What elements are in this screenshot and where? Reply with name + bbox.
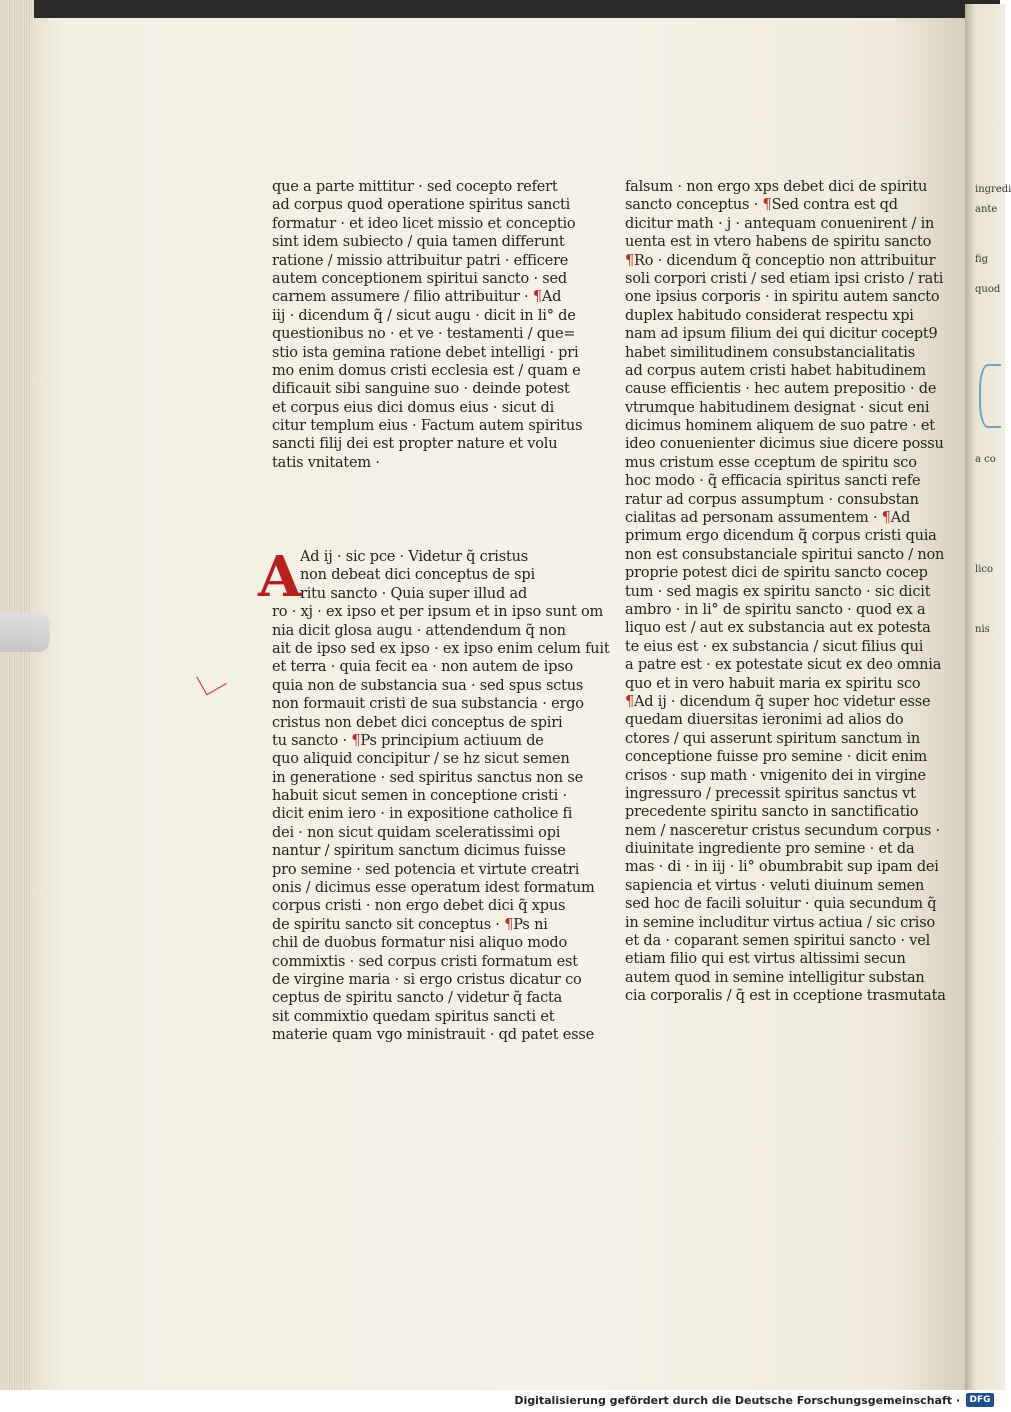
text-line: tum · sed magis ex spiritu sancto · sic dicit <box>625 583 931 600</box>
text-line: ratione / missio attribuitur patri · efficere <box>272 252 569 269</box>
page-clip <box>0 612 50 652</box>
text-line: formatur · et ideo licet missio et conceptio <box>272 215 576 232</box>
text-line: dicit enim iero · in expositione catholice fi <box>272 806 573 823</box>
paragraph-mark: ¶ <box>625 252 635 269</box>
text-line: quo aliquid concipitur / se hz sicut semen <box>272 751 570 768</box>
text-line: quo et in vero habuit maria ex spiritu sco <box>625 675 921 692</box>
text-line: dificauit sibi sanguine suo · deinde potest <box>272 381 570 398</box>
text-line: cialitas ad personam assumentem · ¶Ad <box>625 510 911 527</box>
text-line: tu sancto · ¶Ps principium actiuum de <box>272 732 544 749</box>
text-line: liquo est / aut ex substancia aut ex potesta <box>625 620 931 637</box>
text-line: duplex habitudo considerat respectu xpi <box>625 307 914 324</box>
text-line: que a parte mittitur · sed cocepto refert <box>272 179 558 195</box>
text-line: in semine includitur virtus actiua / sic criso <box>625 914 935 931</box>
text-line: ad corpus quod operatione spiritus sancti <box>272 197 571 214</box>
left-column-bottom-text <box>272 548 610 1045</box>
left-column-top-text <box>272 178 583 472</box>
text-line: nam ad ipsum filium dei qui dicitur cocept9 <box>625 326 938 343</box>
text-line: ingressuro / precessit spiritus sanctus vt <box>625 785 916 802</box>
paragraph-mark: ¶ <box>625 693 635 710</box>
text-line: non debeat dici conceptus de spi <box>300 567 535 584</box>
text-line: hoc modo · q̃ efficacia spiritus sancti refe <box>625 473 921 490</box>
facing-page-edge <box>965 4 1011 1390</box>
text-line: habuit sicut semen in conceptione cristi · <box>272 788 567 805</box>
paragraph-mark: ¶ <box>504 916 514 933</box>
paragraph-mark: ¶ <box>762 197 772 214</box>
text-line: ceptus de spiritu sancto / videtur q̃ facta <box>272 990 563 1007</box>
paragraph-mark: ¶ <box>351 732 361 749</box>
text-line: in generatione · sed spiritus sanctus non se <box>272 769 583 786</box>
facing-page-fragment: quod <box>975 284 1001 295</box>
text-line: ideo conuenienter dicimus siue dicere possu <box>625 436 944 453</box>
text-line: commixtis · sed corpus cristi formatum est <box>272 953 578 970</box>
text-line: soli corpori cristi / sed etiam ipsi cristo / rati <box>625 270 944 287</box>
text-line: dicimus hominem aliquem de suo patre · et <box>625 418 935 435</box>
dfg-logo: DFG <box>966 1393 994 1407</box>
text-line: mas · di · in iij · li° obumbrabit sup ipam dei <box>625 859 939 876</box>
text-line: ad corpus autem cristi habet habitudinem <box>625 362 926 379</box>
text-line: cristus non debet dici conceptus de spiri <box>272 714 563 731</box>
text-line: one ipsius corporis · in spiritu autem sancto <box>625 289 940 306</box>
footer-bar <box>0 1390 1000 1412</box>
text-line: et corpus eius dici domus eius · sicut di <box>272 399 555 416</box>
text-line: etiam filio qui est virtus altissimi secun <box>625 951 906 968</box>
text-line: dei · non sicut quidam sceleratissimi opi <box>272 824 561 841</box>
text-line: nem / nasceretur cristus secundum corpus · <box>625 822 940 839</box>
text-line: citur templum eius · Factum autem spiritus <box>272 418 583 435</box>
text-line: mo enim domus cristi ecclesia est / quam e <box>272 362 581 379</box>
text-line: stio ista gemina ratione debet intelligi · pri <box>272 344 579 361</box>
text-line: non formauit cristi de sua substancia · ergo <box>272 696 584 713</box>
text-line: vtrumque habitudinem designat · sicut eni <box>625 399 930 416</box>
text-line: dicitur math · j · antequam conuenirent / in <box>625 215 935 232</box>
text-line: ambro · in li° de spiritu sancto · quod ex a <box>625 601 926 618</box>
text-line: precedente spiritu sancto in sanctificatio <box>625 804 919 821</box>
text-line: conceptione fuisse pro semine · dicit enim <box>625 749 928 766</box>
text-line: materie quam vgo ministrauit · qd patet esse <box>272 1027 595 1044</box>
text-line: crisos · sup math · vnigenito dei in virgine <box>625 767 926 784</box>
text-line: habet similitudinem consubstancialitatis <box>625 344 915 361</box>
text-line: ait de ipso sed ex ipso · ex ipso enim celum fuit <box>272 640 610 657</box>
text-line: falsum · non ergo xps debet dici de spiritu <box>625 179 928 195</box>
footer-credit: Digitalisierung gefördert durch die Deutsche Forschungsgemeinschaft · <box>514 1394 960 1407</box>
facing-page-fragment: ingredi <box>975 184 1011 195</box>
text-line: non est consubstanciale spiritui sancto / non <box>625 546 945 563</box>
facing-page-fragment: a co <box>975 454 996 465</box>
red-initial-letter: A <box>258 544 302 610</box>
text-line: iij · dicendum q̃ / sicut augu · dicit in li° de <box>272 307 576 324</box>
facing-page-fragment: fig <box>975 254 989 265</box>
text-line: ratur ad corpus assumptum · consubstan <box>625 491 919 508</box>
text-line: et terra · quia fecit ea · non autem de ipso <box>272 659 573 676</box>
text-line: carnem assumere / filio attribuitur · ¶Ad <box>272 289 562 306</box>
text-line: corpus cristi · non ergo debet dici q̃ xpus <box>272 898 566 915</box>
text-line: cia corporalis / q̃ est in cceptione trasmutata <box>625 988 946 1005</box>
text-line: ritu sancto · Quia super illud ad <box>300 585 528 602</box>
text-line: te eius est · ex substancia / sicut filius qui <box>625 638 924 655</box>
text-line: de spiritu sancto sit conceptus · ¶Ps ni <box>272 916 548 933</box>
text-line: ¶Ro · dicendum q̃ conceptio non attribuitur <box>625 252 936 269</box>
text-line: ¶Ad ij · dicendum q̃ super hoc videtur esse <box>625 693 931 710</box>
text-line: sint idem subiecto / quia tamen differunt <box>272 234 565 251</box>
text-line: cause efficientis · hec autem prepositio · de <box>625 381 937 398</box>
text-line: diuinitate ingrediente pro semine · et da <box>625 841 915 858</box>
text-line: uenta est in vtero habens de spiritu sancto <box>625 234 932 251</box>
text-line: ro · xj · ex ipso et per ipsum et in ipso sunt om <box>272 604 604 621</box>
text-line: sancti filij dei est propter nature et volu <box>272 436 558 453</box>
text-line: autem quod in semine intelligitur substan <box>625 969 925 986</box>
text-line: nantur / spiritum sanctum dicimus fuisse <box>272 843 566 860</box>
text-line: Ad ij · sic pce · Videtur q̃ cristus <box>300 549 528 565</box>
text-line: quedam diuersitas ieronimi ad alios do <box>625 712 904 729</box>
facing-page-fragment: ante <box>975 204 998 215</box>
paragraph-mark: ¶ <box>532 289 542 306</box>
text-line: a patre est · ex potestate sicut ex deo omnia <box>625 657 942 674</box>
text-line: sed hoc de facili soluitur · quia secundum q̃ <box>625 896 937 913</box>
text-line: questionibus no · et ve · testamenti / que= <box>272 326 576 343</box>
text-line: ctores / qui asserunt spiritum sanctum in <box>625 730 921 747</box>
text-line: sapiencia et virtus · veluti diuinum semen <box>625 877 925 894</box>
text-line: sit commixtio quedam spiritus sancti et <box>272 1008 555 1025</box>
text-line: et da · coparant semen spiritui sancto · vel <box>625 933 931 950</box>
page-edges <box>0 0 34 1390</box>
text-line: de virgine maria · si ergo cristus dicatur co <box>272 971 582 988</box>
text-line: nia dicit glosa augu · attendendum q̃ non <box>272 622 566 639</box>
text-line: sancto conceptus · ¶Sed contra est qd <box>625 197 898 214</box>
text-line: autem conceptionem spiritui sancto · sed <box>272 270 567 287</box>
facing-page-fragment: lico <box>975 564 994 575</box>
text-line: tatis vnitatem · <box>272 454 380 471</box>
text-line: proprie potest dici de spiritu sancto cocep <box>625 565 928 582</box>
right-column-text <box>625 178 946 1006</box>
text-line: onis / dicimus esse operatum idest formatum <box>272 880 595 897</box>
blue-initial-mark <box>979 364 1001 428</box>
text-line: primum ergo dicendum q̃ corpus cristi quia <box>625 528 937 545</box>
text-line: quia non de substancia sua · sed spus sctus <box>272 677 584 694</box>
facing-page-fragment: nis <box>975 624 990 635</box>
text-line: mus cristum esse cceptum de spiritu sco <box>625 454 917 471</box>
paragraph-mark: ¶ <box>881 510 891 527</box>
text-line: pro semine · sed potencia et virtute creatri <box>272 861 580 878</box>
text-line: chil de duobus formatur nisi aliquo modo <box>272 935 567 952</box>
